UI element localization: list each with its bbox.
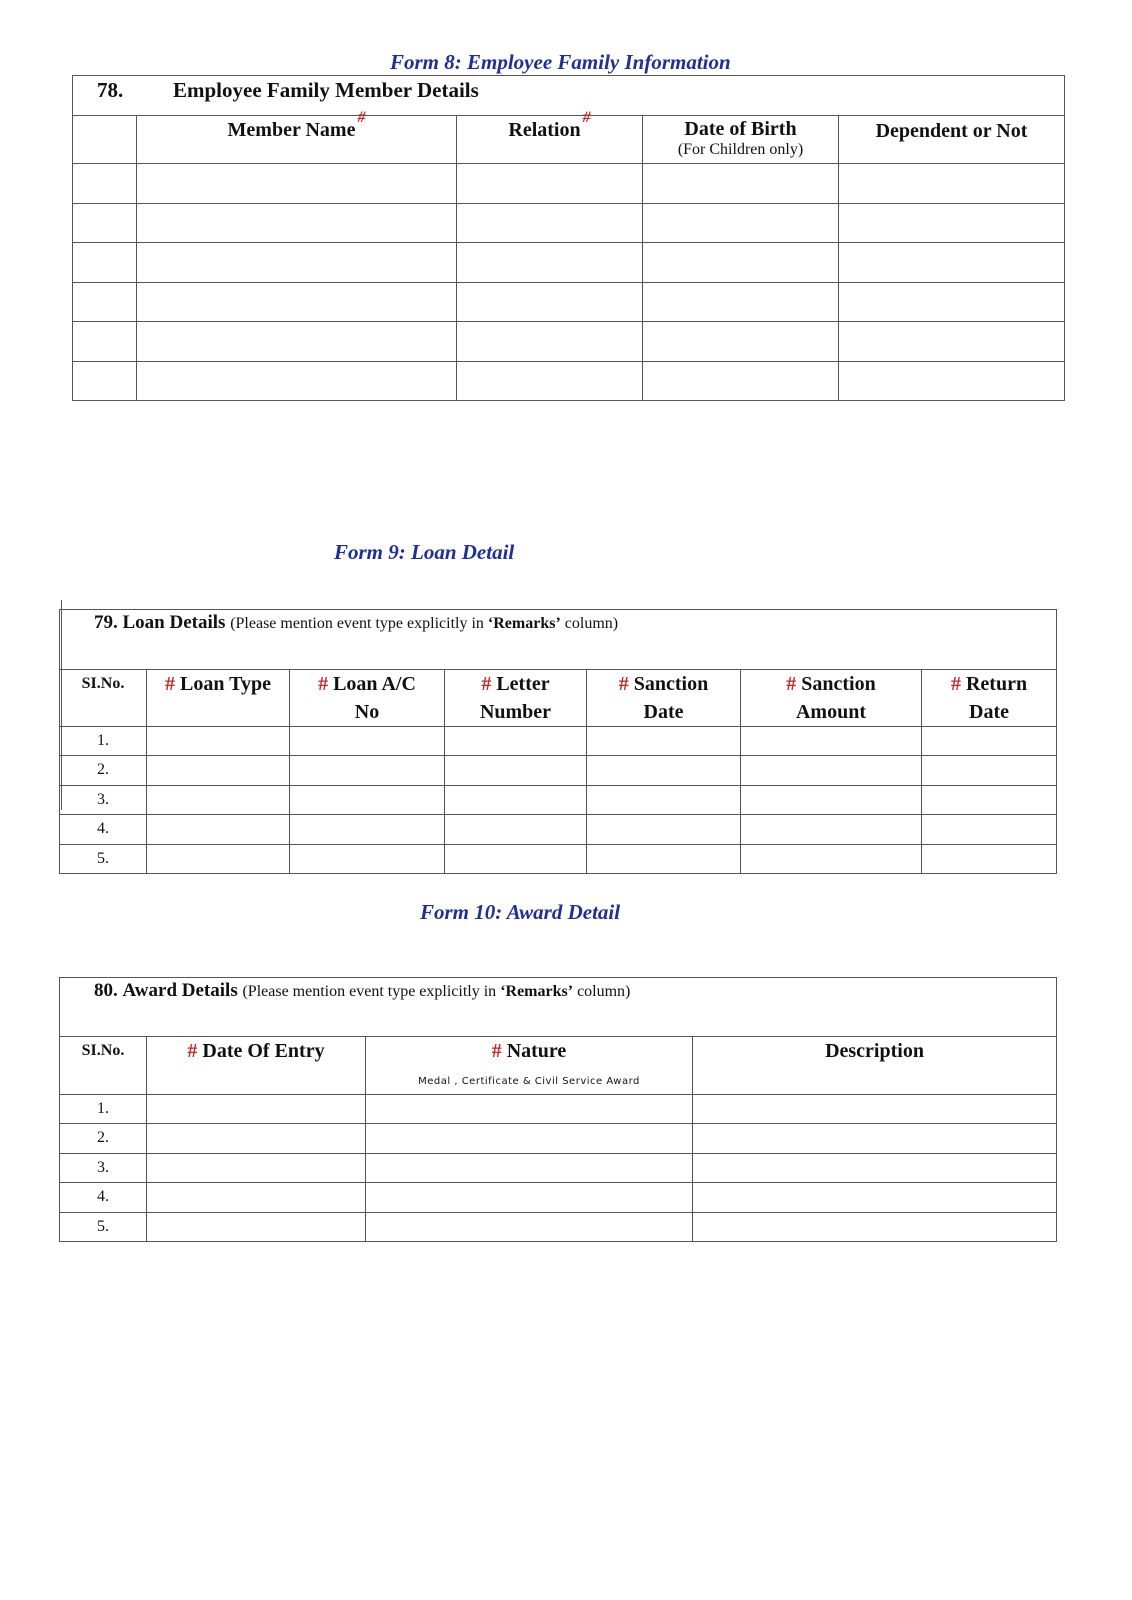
remarks-note: (Please mention event type explicitly in ‘Remarks’ column): [230, 615, 619, 632]
table-row: [73, 204, 1065, 243]
table-row: [60, 845, 1057, 874]
table-row: [60, 1095, 1057, 1124]
table-row: [60, 756, 1057, 786]
row-number: 2.: [60, 756, 147, 786]
row-number: 5.: [60, 1213, 147, 1242]
row-number: 4.: [60, 815, 147, 845]
table-row: [73, 283, 1065, 322]
table-row: [60, 1213, 1057, 1242]
col-nature: # Nature Medal , Certificate & Civil Service Award: [366, 1037, 693, 1095]
section-number: 78.: [97, 78, 124, 102]
required-mark: #: [357, 109, 366, 126]
remarks-note: (Please mention event type explicitly in ‘Remarks’ column): [242, 983, 631, 1000]
table-row: [73, 243, 1065, 283]
nature-note: Medal , Certificate & Civil Service Award: [418, 1076, 640, 1087]
award-details-table: [59, 977, 1057, 1242]
col-sanction-amount: # Sanction Amount: [741, 670, 922, 727]
table-row: [60, 815, 1057, 845]
row-number: 4.: [60, 1183, 147, 1213]
form9-title: Form 9: Loan Detail: [334, 540, 515, 564]
form10-title: Form 10: Award Detail: [420, 900, 621, 924]
required-mark: #: [582, 109, 591, 126]
col-slno: SI.No.: [60, 670, 147, 727]
col-sanction-date: # Sanction Date: [587, 670, 741, 727]
table-row: [60, 1124, 1057, 1154]
section-title: Employee Family Member Details: [173, 78, 479, 102]
col-return-date: # Return Date: [922, 670, 1057, 727]
loan-details-table: [59, 609, 1057, 874]
col-dob: Date of Birth (For Children only): [643, 116, 839, 164]
table-row: [73, 322, 1065, 362]
section-number: 80.: [94, 980, 118, 1001]
col-date-of-entry: # Date Of Entry: [147, 1037, 366, 1095]
col-description: Description: [693, 1037, 1057, 1095]
row-number: 3.: [60, 1154, 147, 1183]
table-row: [73, 362, 1065, 401]
table-row: [60, 727, 1057, 756]
row-number: 2.: [60, 1124, 147, 1154]
section-79-header: [60, 610, 1057, 670]
col-loan-ac-no: # Loan A/C No: [290, 670, 445, 727]
blank-header-cell: [73, 116, 137, 164]
col-letter-number: # Letter Number: [445, 670, 587, 727]
section-80-header: [60, 978, 1057, 1037]
row-number: 1.: [60, 727, 147, 756]
table-row: [60, 786, 1057, 815]
col-member-name: Member Name#: [137, 116, 457, 164]
section-title: Award Details: [122, 980, 238, 1001]
family-member-table: [72, 75, 1065, 401]
table-row: [73, 164, 1065, 204]
col-relation: Relation#: [457, 116, 643, 164]
col-slno: SI.No.: [60, 1037, 147, 1095]
dob-note: (For Children only): [677, 141, 804, 158]
row-number: 5.: [60, 845, 147, 874]
section-title: Loan Details: [122, 612, 226, 633]
row-number: 3.: [60, 786, 147, 815]
table-row: [60, 1183, 1057, 1213]
form8-title: Form 8: Employee Family Information: [390, 50, 731, 74]
col-dependent: Dependent or Not: [839, 116, 1065, 164]
col-loan-type: # Loan Type: [147, 670, 290, 727]
table-row: [60, 1154, 1057, 1183]
section-number: 79.: [94, 612, 118, 633]
row-number: 1.: [60, 1095, 147, 1124]
section-78-header: [73, 76, 1065, 116]
